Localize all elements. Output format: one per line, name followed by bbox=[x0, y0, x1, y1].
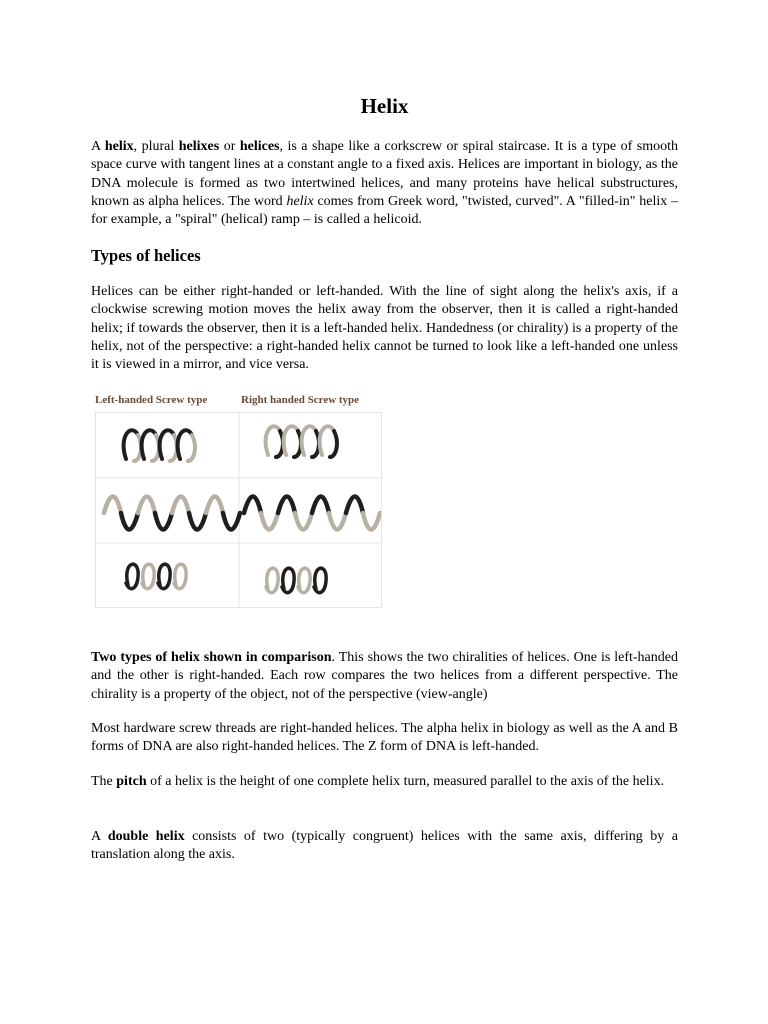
right-wave-helix-down-0 bbox=[261, 513, 278, 530]
left-loop-helix-loop-1 bbox=[142, 564, 154, 588]
term-helixes: helixes bbox=[178, 139, 220, 154]
left-coil-helix-back-0 bbox=[124, 430, 138, 459]
right-coil-helix-back-1 bbox=[284, 426, 298, 455]
right-loop-helix-loop-2 bbox=[298, 568, 310, 592]
helix-grid bbox=[95, 412, 382, 608]
left-coil-helix-back-1 bbox=[142, 430, 156, 459]
term-helices: helices bbox=[239, 139, 280, 154]
pitch-paragraph: The pitch of a helix is the height of one complete helix turn, measured parallel to the axis of the helix. bbox=[91, 774, 665, 789]
left-coil-helix-back-3 bbox=[178, 430, 192, 459]
right-wave-helix-down-2 bbox=[329, 513, 346, 530]
section-heading-types: Types of helices bbox=[91, 246, 201, 265]
right-loop-helix-loop-3 bbox=[314, 568, 326, 592]
left-coil-helix-front-3 bbox=[188, 435, 195, 461]
left-wave-helix-up-0 bbox=[104, 497, 121, 514]
left-wave-helix-down-1 bbox=[155, 513, 172, 530]
left-handed-label: Left-handed Screw type bbox=[95, 394, 208, 406]
left-wave-helix-up-1 bbox=[138, 497, 155, 514]
right-wave-helix-down-1 bbox=[295, 513, 312, 530]
term-double-helix: double helix bbox=[107, 829, 185, 844]
double-helix-paragraph: A double helix consists of two (typically congruent) helices with the same axis, differing by a translation along the axis. bbox=[91, 829, 678, 863]
left-coil-helix-back-2 bbox=[160, 430, 174, 459]
page-title: Helix bbox=[360, 94, 409, 118]
left-loop-helix-loop-3 bbox=[174, 564, 186, 588]
left-wave-helix-down-0 bbox=[121, 513, 138, 530]
left-wave-helix-up-2 bbox=[172, 497, 189, 514]
figure-caption-paragraph: Two types of helix shown in comparison. This shows the two chiralities of helices. One is left-handed and the other is right-handed. Each row compares the two helices from a different perspective. The chirality is a property of the object, not of the perspective (view-angle) bbox=[91, 650, 678, 702]
right-wave-helix-up-0 bbox=[244, 497, 261, 514]
intro-paragraph: A helix, plural helixes or helices, is a shape like a corkscrew or spiral staircase. It is a type of smooth space curve with tangent lines at a constant angle to a fixed axis. Helices are important in biology, as the DNA molecule is formed as two intertwined helices, and many proteins have helical substructures, known as alpha helices. The word helix comes from Greek word, "twisted, curved". A "filled-in" helix – for example, a "spiral" (helical) ramp – is called a helicoid. bbox=[91, 139, 679, 228]
right-coil-helix-back-0 bbox=[266, 426, 280, 455]
right-handed-label: Right handed Screw type bbox=[241, 394, 360, 406]
right-loop-helix-loop-0 bbox=[266, 568, 278, 592]
left-wave-helix-up-3 bbox=[206, 497, 223, 514]
left-loop-helix-loop-0 bbox=[126, 564, 138, 588]
types-paragraph: Helices can be either right-handed or left-handed. With the line of sight along the helix's axis, if a clockwise screwing motion moves the helix away from the observer, then it is called a right-handed helix; if towards the observer, then it is a left-handed helix. Handedness (or chirality) is a property of the helix, not of the perspective: a right-handed helix cannot be turned to look like a left-handed one unless it is viewed in a mirror, and vice versa. bbox=[91, 284, 678, 373]
right-wave-helix-down-3 bbox=[363, 513, 380, 530]
figure-caption-title: Two types of helix shown in comparison bbox=[91, 650, 332, 665]
hardware-paragraph: Most hardware screw threads are right-handed helices. The alpha helix in biology as well as the A and B forms of DNA are also right-handed helices. The Z form of DNA is left-handed. bbox=[91, 721, 678, 755]
left-loop-helix-loop-2 bbox=[158, 564, 170, 588]
term-helix: helix bbox=[104, 139, 134, 154]
right-wave-helix-up-2 bbox=[312, 497, 329, 514]
helix-comparison-figure bbox=[95, 392, 383, 610]
right-coil-helix-front-3 bbox=[330, 431, 337, 457]
right-coil-helix-back-2 bbox=[302, 426, 316, 455]
left-wave-helix-down-3 bbox=[223, 513, 240, 530]
right-wave-helix-up-3 bbox=[346, 497, 363, 514]
helix-illustration bbox=[96, 413, 381, 607]
term-helix-italic: helix bbox=[286, 193, 314, 209]
left-wave-helix-down-2 bbox=[189, 513, 206, 530]
term-pitch: pitch bbox=[116, 774, 147, 789]
right-wave-helix-up-1 bbox=[278, 497, 295, 514]
right-loop-helix-loop-1 bbox=[282, 568, 294, 592]
right-coil-helix-back-3 bbox=[320, 426, 334, 455]
